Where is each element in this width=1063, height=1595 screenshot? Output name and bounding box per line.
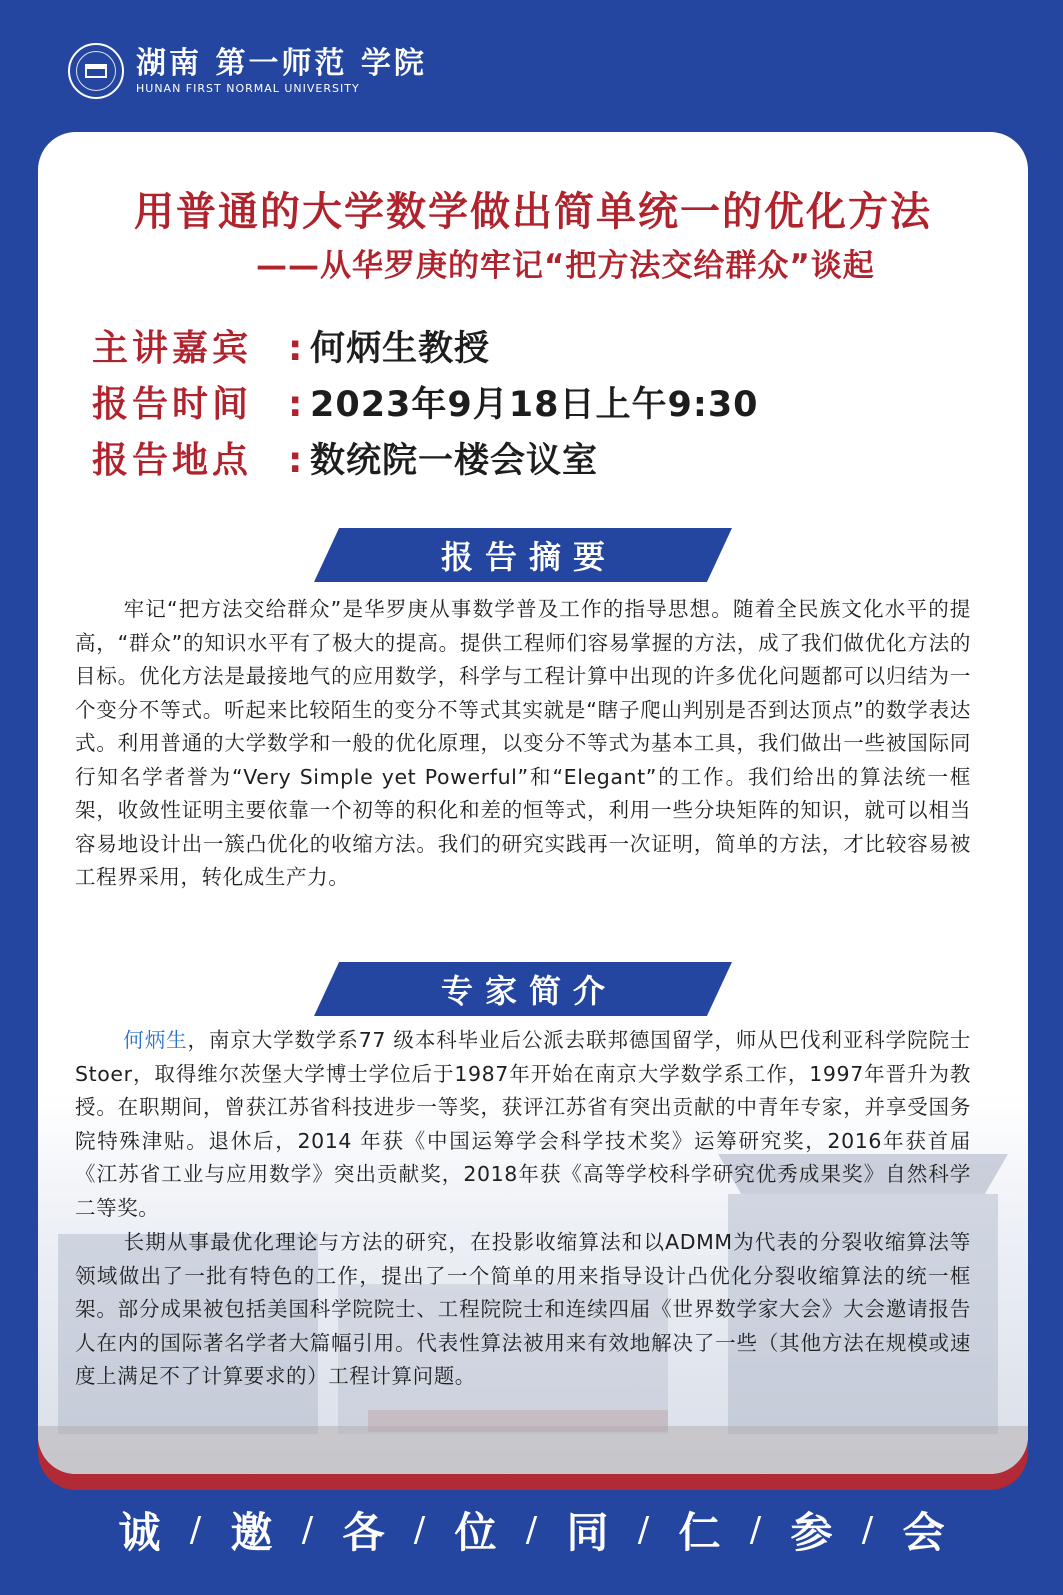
footer-char: 仁 xyxy=(678,1508,721,1557)
footer-separator: / xyxy=(525,1510,538,1550)
info-value: 数统院一楼会议室 xyxy=(310,441,599,481)
info-colon: : xyxy=(288,440,303,481)
info-label: 报告时间 xyxy=(92,384,253,425)
footer-char: 参 xyxy=(790,1508,833,1557)
invitation-footer xyxy=(0,1500,1063,1560)
footer-char: 邀 xyxy=(230,1508,273,1557)
bio-banner xyxy=(314,962,732,1016)
info-time xyxy=(92,376,759,427)
footer-separator: / xyxy=(637,1510,650,1550)
school-name-en: HUNAN FIRST NORMAL UNIVERSITY xyxy=(136,82,360,95)
school-name xyxy=(136,46,427,96)
info-label: 主讲嘉宾 xyxy=(92,328,253,369)
bio-text-2: 长期从事最优化理论与方法的研究，在投影收缩算法和以ADMM为代表的分裂收缩算法等领域做出了一批有特色的工作，提出了一个简单的用来指导设计凸优化分裂收缩算法的统一框架。部分成果被包括美国科学院院士、工程院院士和连续四届《世界数学家大会》大会邀请报告人在内的国际著名学者大篇幅引用。代表性算法被用来有效地解决了一些（其他方法在规模或速度上满足不了计算要求的）工程计算问题。 xyxy=(75,1230,971,1388)
info-label: 报告地点 xyxy=(92,440,253,481)
info-value: 2023年9月18日上午9:30 xyxy=(310,385,759,425)
speaker-name: 何炳生 xyxy=(123,1028,188,1052)
info-venue xyxy=(92,432,598,483)
bio-text-1: 何炳生，南京大学数学系77 级本科毕业后公派去联邦德国留学，师从巴伐利亚科学院院士Stoer，取得维尔茨堡大学博士学位后于1987年开始在南京大学数学系工作，1997年晋升为教授。在职期间，曾获江苏省科技进步一等奖，获评江苏省有突出贡献的中青年专家，并享受国务院特殊津贴。退休后，2014 年获《中国运筹学会科学技术奖》运筹研究奖，2016年获首届《江苏省工业与应用数学》突出贡献奖，2018年获《高等学校科学研究优秀成果奖》自然科学二等奖。 xyxy=(75,1028,971,1220)
footer-separator: / xyxy=(301,1510,314,1550)
school-name-cn: 湖南 第一师范 学院 xyxy=(136,46,427,81)
footer-char: 同 xyxy=(566,1508,609,1557)
footer-separator: / xyxy=(413,1510,426,1550)
footer-char: 诚 xyxy=(118,1508,161,1557)
info-value: 何炳生教授 xyxy=(310,329,491,369)
poster-card xyxy=(38,132,1028,1474)
lecture-subtitle: ——从华罗庚的牢记“把方法交给群众”谈起 xyxy=(256,248,875,284)
footer-char: 位 xyxy=(454,1508,497,1557)
footer-char: 各 xyxy=(342,1508,385,1557)
school-header xyxy=(68,38,427,104)
footer-separator: / xyxy=(189,1510,202,1550)
lecture-title: 用普通的大学数学做出简单统一的优化方法 xyxy=(134,189,932,235)
footer-separator: / xyxy=(861,1510,874,1550)
bio-heading: 专家简介 xyxy=(440,972,617,1010)
abstract-heading: 报告摘要 xyxy=(440,538,617,576)
info-colon: : xyxy=(288,384,303,425)
info-colon: : xyxy=(288,328,303,369)
abstract-banner xyxy=(314,528,732,582)
school-seal-icon xyxy=(68,43,124,99)
footer-separator: / xyxy=(749,1510,762,1550)
footer-char: 会 xyxy=(902,1508,945,1557)
info-speaker xyxy=(92,320,490,371)
abstract-text: 牢记“把方法交给群众”是华罗庚从事数学普及工作的指导思想。随着全民族文化水平的提高，“群众”的知识水平有了极大的提高。提供工程师们容易掌握的方法，成了我们做优化方法的目标。优化方法是最接地气的应用数学，科学与工程计算中出现的许多优化问题都可以归结为一个变分不等式。听起来比较陌生的变分不等式其实就是“瞎子爬山判别是否到达顶点”的数学表达式。利用普通的大学数学和一般的优化原理，以变分不等式为基本工具，我们做出一些被国际同行知名学者誉为“Very Simple yet Powerful”和“Elegant”的工作。我们给出的算法统一框架，收敛性证明主要依靠一个初等的积化和差的恒等式，利用一些分块矩阵的知识，就可以相当容易地设计出一簇凸优化的收缩方法。我们的研究实践再一次证明，简单的方法，才比较容易被工程界采用，转化成生产力。 xyxy=(75,597,971,889)
